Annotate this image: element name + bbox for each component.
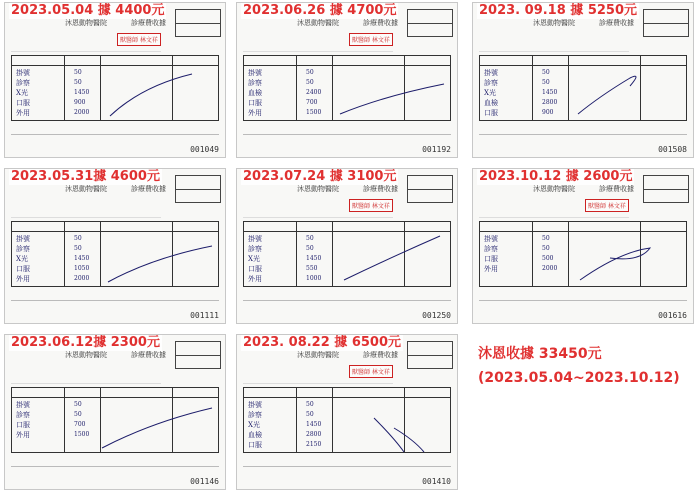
item-name: 診察	[248, 79, 262, 87]
item-name: X光	[248, 255, 260, 263]
item-name: 口服	[16, 421, 30, 429]
item-amount: 1450	[74, 89, 90, 96]
total-line	[479, 290, 687, 301]
item-amount: 2150	[306, 441, 322, 448]
clinic-name: 沐恩動物醫院	[297, 19, 339, 27]
fee-table	[479, 221, 687, 287]
receipt-7	[236, 334, 458, 490]
info-line	[11, 37, 161, 52]
item-name: X光	[16, 255, 28, 263]
item-name: 診察	[248, 245, 262, 253]
handwritten-slash	[12, 222, 220, 288]
item-amount: 1050	[74, 265, 90, 272]
item-name: 診察	[248, 411, 262, 419]
item-name: X光	[248, 421, 260, 429]
item-name: 口服	[16, 265, 30, 273]
total-line	[243, 124, 451, 135]
item-amount: 1450	[306, 255, 322, 262]
item-amount: 50	[542, 69, 550, 76]
receipt-caption: 2023.06.12據 2300元	[11, 335, 160, 350]
receipt-caption: 2023.10.12 據 2600元	[479, 169, 633, 184]
receipt-serial: 001508	[658, 145, 687, 154]
clinic-name: 沐恩動物醫院	[65, 351, 107, 359]
item-amount: 50	[306, 79, 314, 86]
info-line	[243, 369, 393, 384]
item-name: 診察	[16, 245, 30, 253]
receipt-caption: 2023.07.24 據 3100元	[243, 169, 397, 184]
fee-table	[11, 387, 219, 453]
item-name: 外用	[16, 431, 30, 439]
receipt-4	[236, 168, 458, 324]
receipt-serial: 001049	[190, 145, 219, 154]
item-name: 掛號	[248, 69, 262, 77]
item-name: 外用	[248, 109, 262, 117]
item-amount: 1450	[542, 89, 558, 96]
form-title: 診療費收據	[599, 185, 634, 193]
item-amount: 900	[542, 109, 554, 116]
item-amount: 2000	[74, 275, 90, 282]
stamp-box	[643, 175, 689, 203]
item-amount: 50	[74, 79, 82, 86]
total-line	[243, 290, 451, 301]
vet-stamp: 獸醫師 林文祥	[349, 365, 393, 378]
stamp-box	[175, 341, 221, 369]
item-amount: 2400	[306, 89, 322, 96]
vet-stamp: 獸醫師 林文祥	[117, 33, 161, 46]
info-line	[479, 203, 629, 218]
fee-table	[243, 221, 451, 287]
item-name: 掛號	[248, 401, 262, 409]
item-amount: 1450	[306, 421, 322, 428]
item-name: 口服	[248, 99, 262, 107]
receipt-serial: 001410	[422, 477, 451, 486]
item-amount: 50	[306, 411, 314, 418]
receipt-caption: 2023.05.04 據 4400元	[11, 3, 165, 18]
receipt-serial: 001250	[422, 311, 451, 320]
summary-range: (2023.05.04~2023.10.12)	[478, 370, 680, 386]
handwritten-slash	[244, 222, 452, 288]
info-line	[11, 203, 161, 218]
receipt-caption: 2023.05.31據 4600元	[11, 169, 160, 184]
fee-table	[243, 55, 451, 121]
total-line	[11, 124, 219, 135]
stamp-box	[175, 175, 221, 203]
receipt-serial: 001111	[190, 311, 219, 320]
total-line	[243, 456, 451, 467]
item-amount: 1000	[306, 275, 322, 282]
form-title: 診療費收據	[131, 185, 166, 193]
receipt-1	[236, 2, 458, 158]
clinic-name: 沐恩動物醫院	[297, 351, 339, 359]
receipt-caption: 2023.06.26 據 4700元	[243, 3, 397, 18]
item-name: X光	[484, 89, 496, 97]
item-name: 外用	[484, 265, 498, 273]
item-amount: 50	[74, 411, 82, 418]
item-amount: 50	[74, 69, 82, 76]
item-amount: 700	[74, 421, 86, 428]
info-line	[479, 37, 629, 52]
item-amount: 900	[74, 99, 86, 106]
item-amount: 2800	[306, 431, 322, 438]
clinic-name: 沐恩動物醫院	[65, 19, 107, 27]
form-title: 診療費收據	[363, 185, 398, 193]
form-title: 診療費收據	[363, 19, 398, 27]
item-name: 診察	[484, 79, 498, 87]
item-name: 掛號	[16, 235, 30, 243]
item-name: 診察	[16, 79, 30, 87]
handwritten-slash	[12, 388, 220, 454]
vet-stamp: 獸醫師 林文祥	[349, 33, 393, 46]
item-amount: 2000	[542, 265, 558, 272]
stamp-box	[407, 341, 453, 369]
item-amount: 50	[542, 79, 550, 86]
item-name: 口服	[248, 265, 262, 273]
clinic-name: 沐恩動物醫院	[297, 185, 339, 193]
item-name: 外用	[16, 275, 30, 283]
info-line	[243, 203, 393, 218]
item-amount: 50	[542, 245, 550, 252]
item-amount: 50	[306, 401, 314, 408]
info-line	[243, 37, 393, 52]
item-amount: 50	[542, 235, 550, 242]
item-name: 口服	[484, 255, 498, 263]
handwritten-slash	[244, 56, 452, 122]
item-amount: 1500	[306, 109, 322, 116]
handwritten-slash	[244, 388, 452, 454]
item-name: 外用	[248, 275, 262, 283]
item-name: 口服	[16, 99, 30, 107]
item-amount: 550	[306, 265, 318, 272]
receipt-summary	[478, 342, 680, 390]
total-line	[479, 124, 687, 135]
stamp-box	[175, 9, 221, 37]
receipt-caption: 2023. 09.18 據 5250元	[479, 3, 637, 18]
form-title: 診療費收據	[131, 351, 166, 359]
fee-table	[243, 387, 451, 453]
handwritten-slash	[480, 56, 688, 122]
stamp-box	[407, 175, 453, 203]
item-name: 掛號	[484, 235, 498, 243]
receipt-serial: 001192	[422, 145, 451, 154]
form-title: 診療費收據	[363, 351, 398, 359]
total-line	[11, 290, 219, 301]
receipt-caption: 2023. 08.22 據 6500元	[243, 335, 401, 350]
item-amount: 50	[74, 235, 82, 242]
total-line	[11, 456, 219, 467]
handwritten-slash	[480, 222, 688, 288]
item-name: 口服	[248, 441, 262, 449]
item-name: 診察	[16, 411, 30, 419]
item-amount: 1450	[74, 255, 90, 262]
vet-stamp: 獸醫師 林文祥	[585, 199, 629, 212]
item-name: 診察	[484, 245, 498, 253]
item-amount: 1500	[74, 431, 90, 438]
receipt-6	[4, 334, 226, 490]
clinic-name: 沐恩動物醫院	[533, 185, 575, 193]
item-name: X光	[16, 89, 28, 97]
item-amount: 2800	[542, 99, 558, 106]
fee-table	[479, 55, 687, 121]
receipt-serial: 001616	[658, 311, 687, 320]
fee-table	[11, 221, 219, 287]
form-title: 診療費收據	[131, 19, 166, 27]
item-name: 口服	[484, 109, 498, 117]
summary-total: 沐恩收據 33450元	[478, 346, 602, 362]
item-name: 掛號	[16, 401, 30, 409]
item-name: 外用	[16, 109, 30, 117]
item-amount: 700	[306, 99, 318, 106]
item-amount: 50	[74, 401, 82, 408]
item-amount: 2000	[74, 109, 90, 116]
item-name: 掛號	[484, 69, 498, 77]
stamp-box	[643, 9, 689, 37]
item-amount: 500	[542, 255, 554, 262]
receipt-5	[472, 168, 694, 324]
item-name: 掛號	[248, 235, 262, 243]
item-name: 掛號	[16, 69, 30, 77]
stamp-box	[407, 9, 453, 37]
form-title: 診療費收據	[599, 19, 634, 27]
item-name: 血檢	[248, 89, 262, 97]
receipt-2	[472, 2, 694, 158]
receipt-0	[4, 2, 226, 158]
receipt-serial: 001146	[190, 477, 219, 486]
receipt-3	[4, 168, 226, 324]
handwritten-slash	[12, 56, 220, 122]
clinic-name: 沐恩動物醫院	[65, 185, 107, 193]
item-amount: 50	[306, 245, 314, 252]
fee-table	[11, 55, 219, 121]
vet-stamp: 獸醫師 林文祥	[349, 199, 393, 212]
info-line	[11, 369, 161, 384]
item-name: 血檢	[484, 99, 498, 107]
item-amount: 50	[306, 235, 314, 242]
item-amount: 50	[74, 245, 82, 252]
item-amount: 50	[306, 69, 314, 76]
clinic-name: 沐恩動物醫院	[533, 19, 575, 27]
item-name: 血檢	[248, 431, 262, 439]
